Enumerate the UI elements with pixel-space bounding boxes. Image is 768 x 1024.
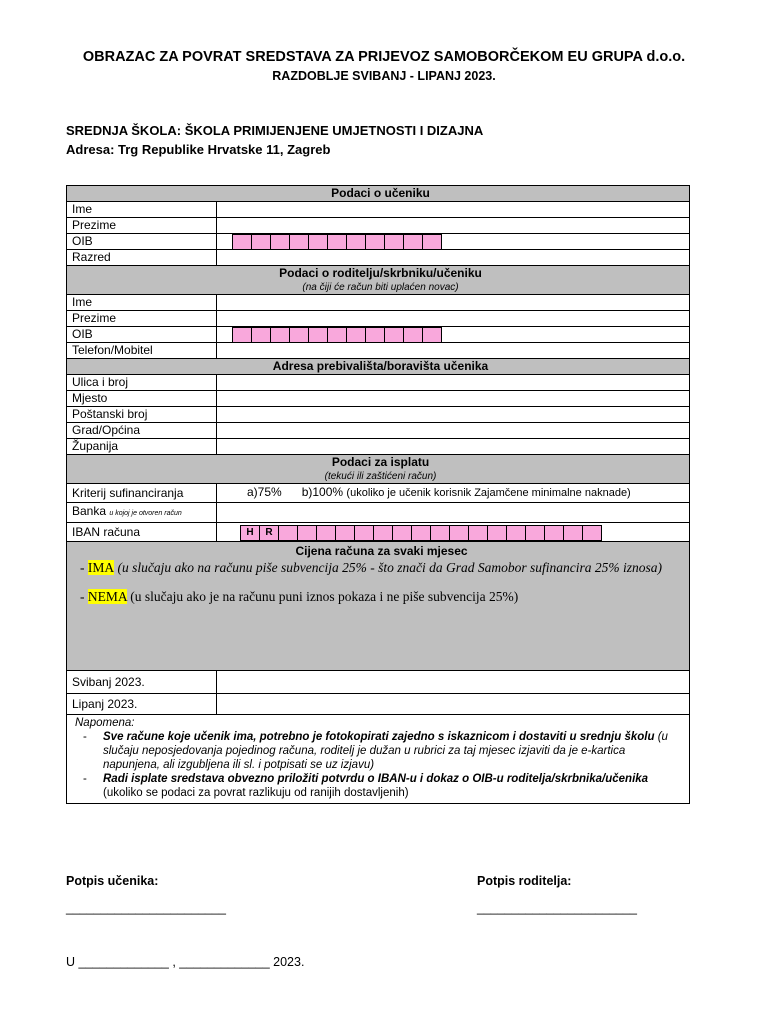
input-box[interactable]: [346, 327, 366, 343]
ima-highlight: IMA: [87, 560, 115, 575]
bank-field[interactable]: [217, 503, 690, 523]
place-date-line[interactable]: U _____________ , _____________ 2023.: [66, 955, 305, 969]
oib-boxes[interactable]: [217, 327, 689, 342]
student-first-name-field[interactable]: [217, 202, 690, 218]
postal-code-label: Poštanski broj: [67, 407, 217, 423]
street-field[interactable]: [217, 375, 690, 391]
input-box[interactable]: [563, 525, 583, 541]
postal-code-field[interactable]: [217, 407, 690, 423]
parent-phone-field[interactable]: [217, 343, 690, 359]
input-box[interactable]: [308, 234, 328, 250]
parent-last-name-label: Prezime: [67, 311, 217, 327]
input-box[interactable]: [308, 327, 328, 343]
municipality-field[interactable]: [217, 423, 690, 439]
oib-boxes[interactable]: [217, 234, 689, 249]
input-box[interactable]: [392, 525, 412, 541]
month-may-field[interactable]: [217, 671, 690, 694]
municipality-label: Grad/Općina: [67, 423, 217, 439]
input-box[interactable]: [289, 327, 309, 343]
criterion-options: [217, 484, 690, 503]
input-box[interactable]: [449, 525, 469, 541]
street-label: Ulica i broj: [67, 375, 217, 391]
city-field[interactable]: [217, 391, 690, 407]
input-box[interactable]: [544, 525, 564, 541]
bank-label: Banka u kojoj je otvoren račun: [67, 503, 217, 523]
student-signature-line[interactable]: _______________________: [66, 901, 226, 915]
student-signature-label: Potpis učenika:: [66, 874, 159, 888]
input-box[interactable]: [365, 327, 385, 343]
input-box[interactable]: [327, 234, 347, 250]
note-list: [75, 730, 685, 800]
parent-section-note: (na čiji će račun biti uplaćen novac): [302, 282, 459, 293]
form-title: OBRAZAC ZA POVRAT SREDSTAVA ZA PRIJEVOZ SAMOBORČEKOM EU GRUPA d.o.o.: [82, 49, 686, 65]
student-oib-field[interactable]: [217, 234, 690, 250]
note-item: - Radi isplate sredstava obvezno priložiti potvrdu o IBAN-u i dokaz o OIB-u roditelja/skrbnika/učenika (ukoliko se podaci za povrat razlikuju od ranijih dostavljenih): [103, 772, 685, 800]
student-oib-label: OIB: [67, 234, 217, 250]
parent-signature-label: Potpis roditelja:: [477, 874, 572, 888]
input-box[interactable]: [403, 327, 423, 343]
input-box[interactable]: [289, 234, 309, 250]
parent-signature-line[interactable]: _______________________: [477, 901, 637, 915]
parent-phone-label: Telefon/Mobitel: [67, 343, 217, 359]
price-section-title: Cijena računa za svaki mjesec: [295, 544, 468, 558]
option-100[interactable]: b)100%: [301, 485, 344, 499]
input-box[interactable]: [506, 525, 526, 541]
student-section-header: Podaci o učeniku: [67, 186, 690, 202]
input-box[interactable]: [384, 234, 404, 250]
input-box[interactable]: [335, 525, 355, 541]
input-box[interactable]: [384, 327, 404, 343]
address-section-header: Adresa prebivališta/boravišta učenika: [67, 359, 690, 375]
nema-highlight: NEMA: [87, 589, 127, 604]
input-box[interactable]: [251, 234, 271, 250]
criterion-label: Kriterij sufinanciranja: [67, 484, 217, 503]
school-address: Adresa: Trg Republike Hrvatske 11, Zagreb: [66, 142, 331, 157]
parent-oib-field[interactable]: [217, 327, 690, 343]
input-box[interactable]: [270, 234, 290, 250]
input-box[interactable]: [430, 525, 450, 541]
parent-first-name-field[interactable]: [217, 295, 690, 311]
student-last-name-field[interactable]: [217, 218, 690, 234]
note-item: - Sve račune koje učenik ima, potrebno je fotokopirati zajedno s iskaznicom i dostaviti u srednju školu (u slučaju neposjedovanja pojedinog računa, roditelj je dužan u rubrici za taj mjesec izjaviti da je e-kartica napunjena, ali izgubljena ili sl. i potpisati se uz izjavu): [103, 730, 685, 772]
student-class-field[interactable]: [217, 250, 690, 266]
student-class-label: Razred: [67, 250, 217, 266]
input-box[interactable]: [278, 525, 298, 541]
input-box[interactable]: [468, 525, 488, 541]
month-june-field[interactable]: [217, 694, 690, 715]
iban-box-r: R: [259, 525, 279, 541]
county-field[interactable]: [217, 439, 690, 455]
student-first-name-label: Ime: [67, 202, 217, 218]
iban-box-h: H: [240, 525, 260, 541]
parent-last-name-field[interactable]: [217, 311, 690, 327]
input-box[interactable]: [582, 525, 602, 541]
input-box[interactable]: [316, 525, 336, 541]
parent-first-name-label: Ime: [67, 295, 217, 311]
input-box[interactable]: [232, 234, 252, 250]
city-label: Mjesto: [67, 391, 217, 407]
school-name: SREDNJA ŠKOLA: ŠKOLA PRIMIJENJENE UMJETNOSTI I DIZAJNA: [66, 123, 484, 138]
form-period: RAZDOBLJE SVIBANJ - LIPANJ 2023.: [272, 69, 496, 83]
county-label: Županija: [67, 439, 217, 455]
input-box[interactable]: [525, 525, 545, 541]
note-heading: Napomena:: [75, 717, 135, 729]
input-box[interactable]: [403, 234, 423, 250]
parent-section-header: Podaci o roditelju/skrbniku/učeniku (na čiji će račun biti uplaćen novac): [67, 266, 690, 295]
input-box[interactable]: [422, 327, 442, 343]
input-box[interactable]: [487, 525, 507, 541]
month-june-label: Lipanj 2023.: [67, 694, 217, 715]
input-box[interactable]: [232, 327, 252, 343]
iban-boxes[interactable]: [217, 525, 689, 540]
price-section: [67, 542, 690, 671]
input-box[interactable]: [411, 525, 431, 541]
input-box[interactable]: [251, 327, 271, 343]
refund-form-table: [66, 185, 690, 804]
input-box[interactable]: [346, 234, 366, 250]
input-box[interactable]: [327, 327, 347, 343]
note-section: [67, 715, 690, 804]
input-box[interactable]: [365, 234, 385, 250]
input-box[interactable]: [373, 525, 393, 541]
payment-section-header: Podaci za isplatu (tekući ili zaštićeni račun): [67, 455, 690, 484]
price-ima-line: - IMA (u slučaju ako na računu piše subvencija 25% - što znači da Grad Samobor sufinancira 25% iznosa): [80, 560, 662, 575]
input-box[interactable]: [422, 234, 442, 250]
input-box[interactable]: [270, 327, 290, 343]
month-may-label: Svibanj 2023.: [67, 671, 217, 694]
bank-label-note: u kojoj je otvoren račun: [109, 510, 182, 517]
payment-section-note: (tekući ili zaštićeni račun): [324, 471, 437, 482]
option-75[interactable]: a)75%: [247, 485, 282, 499]
input-box[interactable]: [354, 525, 374, 541]
input-box[interactable]: [297, 525, 317, 541]
iban-field[interactable]: [217, 523, 690, 542]
price-nema-line: - NEMA (u slučaju ako je na računu puni iznos pokaza i ne piše subvencija 25%): [80, 589, 519, 604]
iban-label: IBAN računa: [67, 523, 217, 542]
parent-oib-label: OIB: [67, 327, 217, 343]
student-last-name-label: Prezime: [67, 218, 217, 234]
option-100-note: (ukoliko je učenik korisnik Zajamčene minimalne naknade): [346, 487, 631, 499]
